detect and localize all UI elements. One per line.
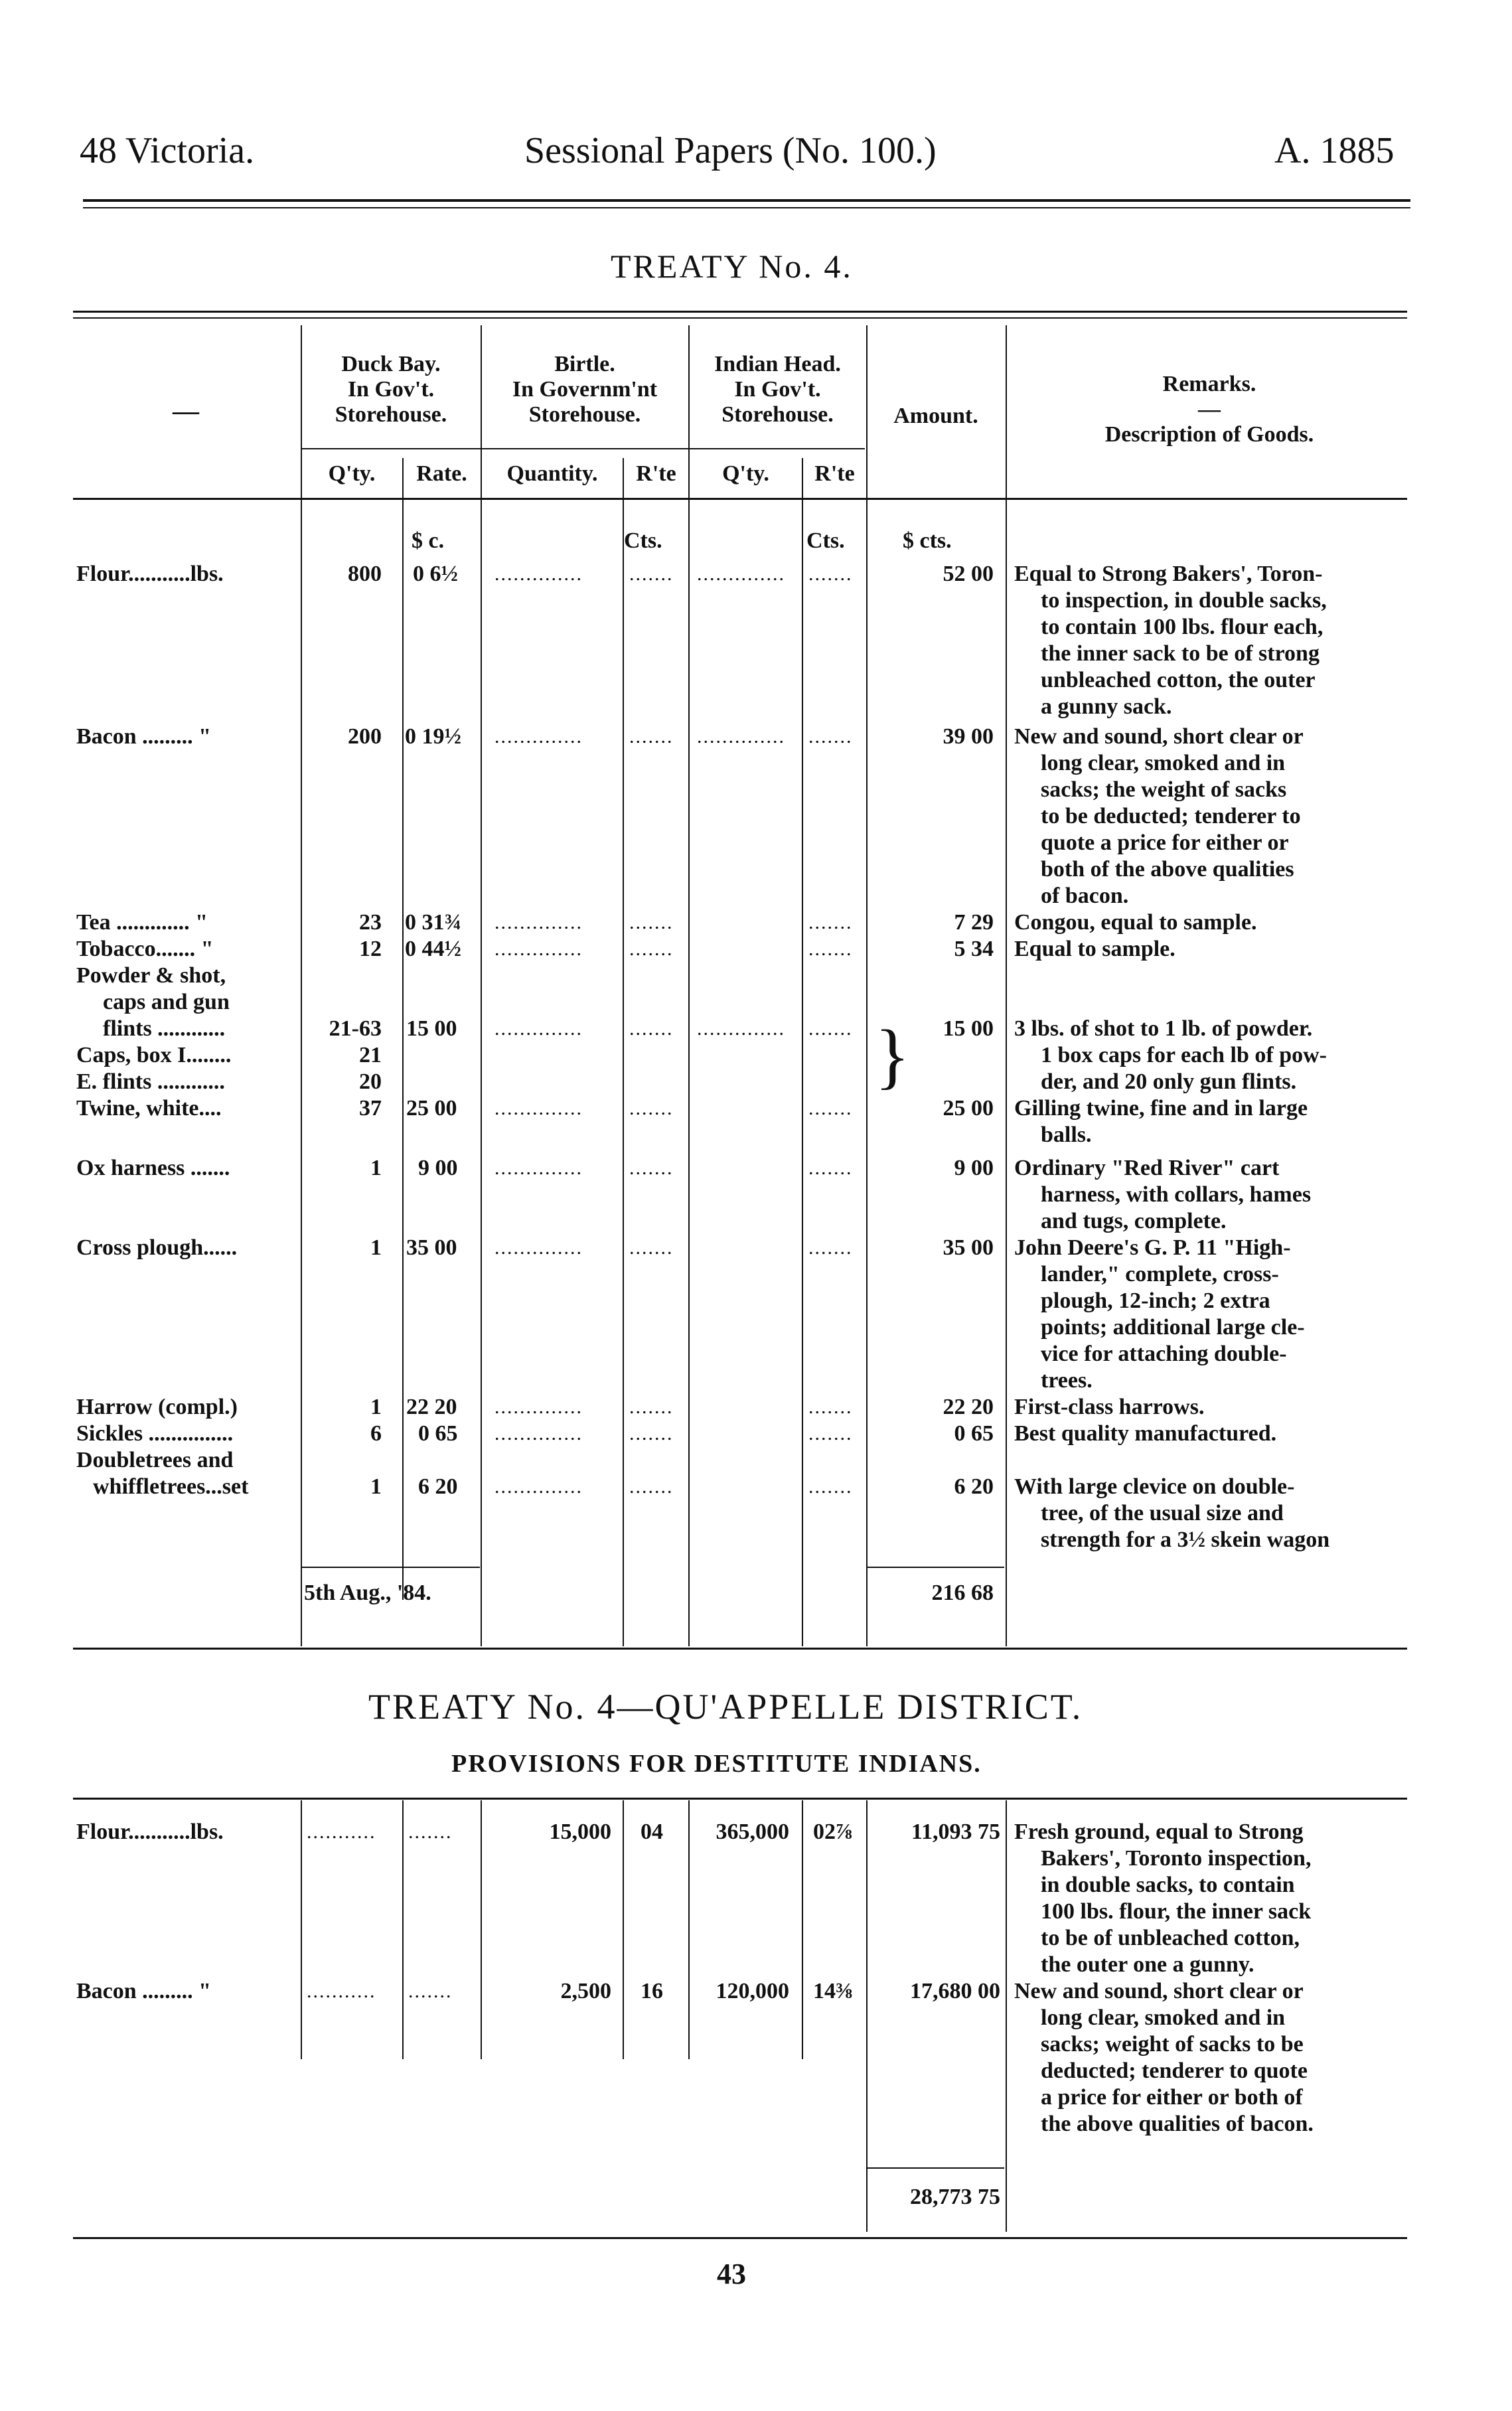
header-left: 48 Victoria.: [80, 130, 255, 171]
row-harrow-item: Harrow (compl.): [76, 1395, 238, 1419]
sub-rte2: R'te: [814, 461, 855, 486]
header-rule: [83, 199, 1410, 202]
table1-top-rule-thin: [73, 317, 1407, 319]
header-rule-thin: [83, 207, 1410, 208]
t2-remarks-bacon: New and sound, short clear or long clear, smoked and in sacks; weight of sacks to be deducted; tenderer to quote a price for either or both of the above qualities of bacon.: [1014, 1979, 1314, 2136]
col-indian-head: Indian Head. In Gov't. Storehouse.: [714, 352, 841, 427]
table1-bottom-rule: [73, 1648, 1407, 1650]
t2-row-bacon-item: Bacon ......... ": [76, 1979, 212, 2003]
sub-qty2: Q'ty.: [722, 461, 769, 486]
row-flour-item: Flour...........lbs.: [76, 562, 224, 586]
table1-col-dash: —: [173, 396, 199, 426]
row-twine-item: Twine, white....: [76, 1096, 222, 1121]
sub-rte: R'te: [636, 461, 676, 486]
remarks-bacon: New and sound, short clear or long clear, smoked and in sacks; the weight of sacks to be deducted; tenderer to quote a price for either or both of the above qualities of bacon.: [1014, 724, 1304, 908]
header-right: A. 1885: [1274, 130, 1395, 171]
remarks-flour: Equal to Strong Bakers', Toron- to inspection, in double sacks, to contain 100 lbs. flour each, the inner sack to be of strong unbleached cotton, the outer a gunny sack.: [1014, 562, 1327, 719]
row-whiffletrees-item: whiffletrees...set: [93, 1474, 249, 1499]
page-number: 43: [717, 2258, 746, 2290]
col-amount: Amount.: [893, 404, 978, 428]
col-remarks: Remarks. — Description of Goods.: [1104, 372, 1314, 447]
table2-subtitle: PROVISIONS FOR DESTITUTE INDIANS.: [451, 1750, 982, 1778]
unit-dc: $ c.: [412, 528, 445, 553]
row-flints-item: flints ............: [103, 1016, 226, 1041]
t2-remarks-flour: Fresh ground, equal to Strong Bakers', Toronto inspection, in double sacks, to contain 100 lbs. flour, the inner sack to be of unbleached cotton, the outer one a gunny.: [1014, 1820, 1312, 1977]
unit-cts2: Cts.: [806, 528, 845, 553]
sub-qty: Q'ty.: [328, 461, 376, 486]
row-sickles-item: Sickles ...............: [76, 1421, 234, 1446]
table2-title: TREATY No. 4—QU'APPELLE DISTRICT.: [368, 1687, 1083, 1727]
table1-title: TREATY No. 4.: [611, 248, 853, 285]
table1-total: 216 68: [931, 1581, 994, 1605]
col-birtle: Birtle. In Governm'nt Storehouse.: [512, 352, 658, 427]
table1-date: 5th Aug., '84.: [304, 1581, 431, 1605]
t2-row-flour-item: Flour...........lbs.: [76, 1820, 224, 1844]
sub-quantity: Quantity.: [506, 461, 598, 486]
row-tea-item: Tea ............. ": [76, 910, 208, 935]
unit-dcts: $ cts.: [903, 528, 952, 553]
unit-cts: Cts.: [624, 528, 662, 553]
row-cross-plough-item: Cross plough......: [76, 1235, 238, 1260]
header-center: Sessional Papers (No. 100.): [524, 130, 937, 171]
row-ox-harness-item: Ox harness .......: [76, 1156, 230, 1180]
brace: }: [875, 1015, 910, 1096]
table1-top-rule: [73, 311, 1407, 313]
sub-rate: Rate.: [416, 461, 467, 486]
row-tobacco-item: Tobacco....... ": [76, 937, 214, 961]
table2-total: 28,773 75: [910, 2185, 1000, 2209]
table2-bottom-rule: [73, 2237, 1407, 2239]
col-duck-bay: Duck Bay. In Gov't. Storehouse.: [335, 352, 447, 427]
row-bacon-item: Bacon ......... ": [76, 724, 212, 749]
